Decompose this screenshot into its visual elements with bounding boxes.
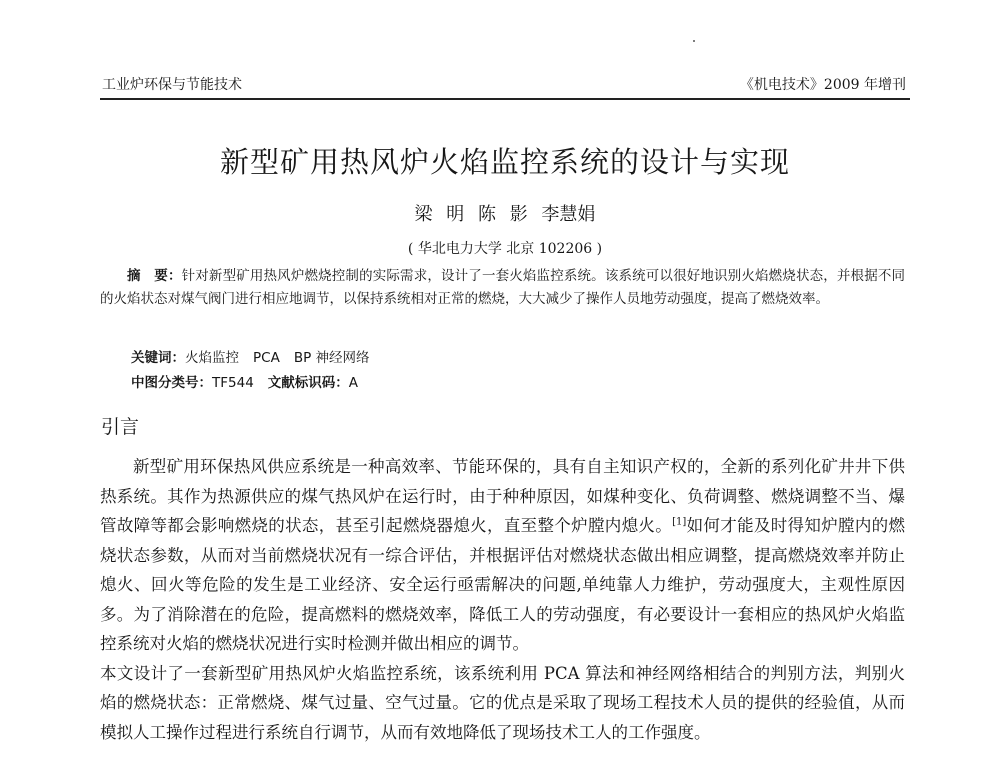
doc-code-value: A [348,375,359,391]
header-section-name: 工业炉环保与节能技术 [102,77,242,93]
abstract-paragraph [100,265,905,311]
clc-label: 中图分类号： [131,375,212,391]
article-affiliation: ( 华北电力大学 北京 102206 ) [407,241,603,257]
abstract-label: 摘 要： [127,268,182,284]
keywords-label: 关键词： [131,350,185,366]
body-paragraph: 本文设计了一套新型矿用热风炉火焰监控系统，该系统利用 PCA 算法和神经网络相结合的判别方法，判别火焰的燃烧状态：正常燃烧、煤气过量、空气过量。它的优点是采取了现场工程技术人员的提供的经验值，从而模拟人工操作过程进行系统自行调节，从而有效地降低了现场技术工人的工作强度。 [100,663,905,742]
keywords-line [131,346,370,366]
citation-marker: [1] [672,516,687,528]
abstract-text: 针对新型矿用热风炉燃烧控制的实际需求，设计了一套火焰监控系统。该系统可以很好地识别火焰燃烧状态，并根据不同的火焰状态对煤气阀门进行相应地调节，以保持系统相对正常的燃烧，大大减少了操作人员地劳动强度，提高了燃烧效率。 [100,268,906,307]
classification-line [131,371,358,391]
running-header [100,72,910,100]
keyword-item: 火焰监控 [185,350,239,366]
article-title: 新型矿用热风炉火焰监控系统的设计与实现 [219,145,790,179]
section-heading-introduction: 引言 [101,416,140,438]
paragraph-text: 新型矿用环保热风供应系统是一种高效率、节能环保的，具有自主知识产权的，全新的系列化矿井井下供热系统。其作为热源供应的煤气热风炉在运行时，由于种种原因，如煤种变化、负荷调整、燃烧调整不当、爆管故障等都会影响燃烧的状态，甚至引起燃烧器熄火，直至整个炉膛内熄火。 [100,457,905,535]
body-paragraph [100,452,905,659]
scan-speck [693,40,695,42]
paragraph-text: 如何才能及时得知炉膛内的燃烧状态参数，从而对当前燃烧状况有一综合评估，并根据评估对燃烧状态做出相应调整，提高燃烧效率并防止熄火、回火等危险的发生是工业经济、安全运行亟需解决的问题,单纯靠人力维护，劳动强度大，主观性原因多。为了消除潜在的危险，提高燃料的燃烧效率，降低工人的劳动强度，有必要设计一套相应的热风炉火焰监控系统对火焰的燃烧状况进行实时检测并做出相应的调节。 [100,516,906,653]
clc-value: TF544 [212,375,254,391]
article-authors: 梁 明 陈 影 李慧娟 [414,204,596,225]
keyword-item: BP 神经网络 [293,350,370,366]
header-journal-issue: 《机电技术》2009 年增刊 [739,77,906,93]
introduction-body [100,452,905,747]
abstract-block [100,265,905,311]
keyword-item: PCA [253,350,280,366]
doc-code-label: 文献标识码： [267,375,349,391]
